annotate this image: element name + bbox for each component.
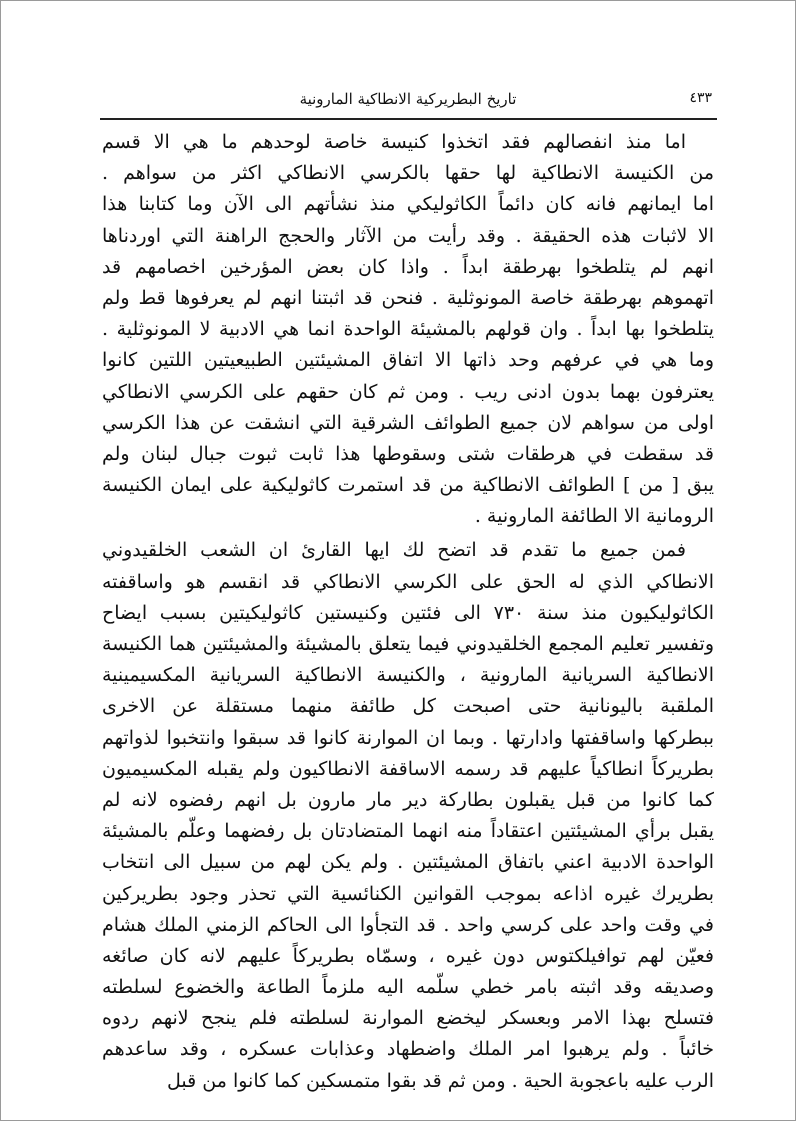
text-line: يتلطخوا بها ابداً . وان قولهم بالمشيئة الواحدة انما هي الادبية لا المونوثلية .: [102, 318, 714, 341]
text-line: اما ايمانهم فانه كان دائماً الكاثوليكي منذ نشأتهم الى الآن وما كتابنا هذا: [102, 193, 714, 216]
text-line: فتسلح بهذا الامر وبعسكر ليخضع الموارنة لسلطته فلم ينجح لانهم ردوه: [102, 1007, 714, 1030]
text-line: فمن جميع ما تقدم قد اتضح لك ايها القارئ ان الشعب الخلقيدوني: [102, 539, 686, 562]
text-line: فعيّن لهم توافيلكتوس دون غيره ، وسمّاه بطريركاً عليهم لانه كان صائغه: [102, 944, 714, 967]
text-line: وصديقه وقد اثبته بامر خطي سلّمه اليه ملزماً الطاعة والخضوع لسلطته: [102, 976, 714, 999]
text-line: ببطركها واساقفتها وادارتها . وبما ان الموارنة كانوا قد سبقوا وانتخبوا لذواتهم: [102, 726, 714, 749]
text-line: وتفسير تعليم المجمع الخلقيدوني فيما يتعلق بالمشيئة والمشيئتين هما الكنيسة: [102, 633, 714, 655]
text-line: الانطاكية السريانية المارونية ، والكنيسة الانطاكية السريانية المكسيمينية: [102, 664, 714, 687]
text-line: كما كانوا من قبل يقبلون بطاركة دير مار مارون بل انهم رفضوه لانه لم: [102, 788, 714, 811]
text-line: يقبل برأي المشيئتين اعتقاداً منه انهما المتضادتان بل رفضهما وعلّم بالمشيئة: [102, 820, 714, 843]
text-line: اتهموهم بهرطقة خاصة المونوثلية . فنحن قد اثبتنا انهم لم يعرفوها قط ولم: [102, 286, 714, 309]
text-line: يبق [ من ] الطوائف الانطاكية من قد استمرت كاثوليكية على ايمان الكنيسة: [102, 474, 714, 497]
text-line: الانطاكي الذي له الحق على الكرسي الانطاكي قد انقسم هو واساقفته: [102, 570, 714, 593]
text-line: اما منذ انفصالهم فقد اتخذوا كنيسة خاصة لوحدهم ما هي الا قسم: [102, 131, 686, 153]
running-title: تاريخ البطريركية الانطاكية المارونية: [299, 90, 517, 108]
page-number: ٤٣٣: [689, 90, 712, 106]
text-line: الرب عليه باعجوبة الحية . ومن ثم قد بقوا متمسكين كما كانوا من قبل: [167, 1069, 714, 1092]
text-line: الرومانية الا الطائفة المارونية .: [474, 505, 714, 528]
text-line: الواحدة الادبية اعني باتفاق المشيئتين . ولم يكن لهم من سبيل الى انتخاب: [102, 851, 714, 874]
text-line: خائباً . ولم يرهبوا امر الملك واضطهاد وعذابات عسكره ، وقد ساعدهم: [102, 1038, 714, 1061]
text-line: قد سقطت في هرطقات شتى وسقوطها هذا ثابت ثبوت جبال لبنان ولم: [102, 442, 714, 465]
paragraph: [102, 535, 714, 1096]
text-line: يعترفون بهما بدون ادنى ريب . ومن ثم كان حقهم على الكرسي الانطاكي: [102, 380, 714, 403]
text-line: وما هي في عرفهم وحد ذاتها الا اتفاق المشيئتين الطبيعيتين اللتين كانوا: [102, 349, 714, 372]
text-line: بطريرك غيره اذاعه بموجب القوانين الكنائسية التي تحذر وجود بطريركين: [102, 882, 714, 905]
page-header: [104, 88, 712, 114]
paragraph: [102, 127, 714, 532]
text-line: الملقبة باليونانية حتى اصبحت كل طائفة منهما مستقلة عن الاخرى: [102, 695, 714, 718]
text-line: من الكنيسة الانطاكية لها حقها بالكرسي الانطاكي اكثر من سواهم .: [102, 162, 714, 185]
body-text: [102, 127, 714, 1097]
text-line: بطريركاً انطاكياً عليهم قد رسمه الاساقفة الانطاكيون ولم يقبله المكسيميون: [102, 757, 714, 780]
text-line: اولى من سواهم لان جميع الطوائف الشرقية التي انشقت عن هذا الكرسي: [102, 411, 714, 434]
text-line: الكاثوليكيون منذ سنة ٧٣٠ الى فئتين وكنيستين كاثوليكيتين بسبب ايضاح: [102, 601, 714, 624]
text-line: في وقت واحد على كرسي واحد . قد التجأوا الى الحاكم الزمني الملك هشام: [102, 913, 714, 936]
text-line: الا لاثبات هذه الحقيقة . وقد رأيت من الآثار والحجج الراهنة التي اوردناها: [102, 224, 714, 247]
header-rule: [100, 118, 717, 120]
text-line: انهم لم يتلطخوا بهرطقة ابداً . واذا كان بعض المؤرخين اخصامهم قد: [102, 255, 714, 278]
